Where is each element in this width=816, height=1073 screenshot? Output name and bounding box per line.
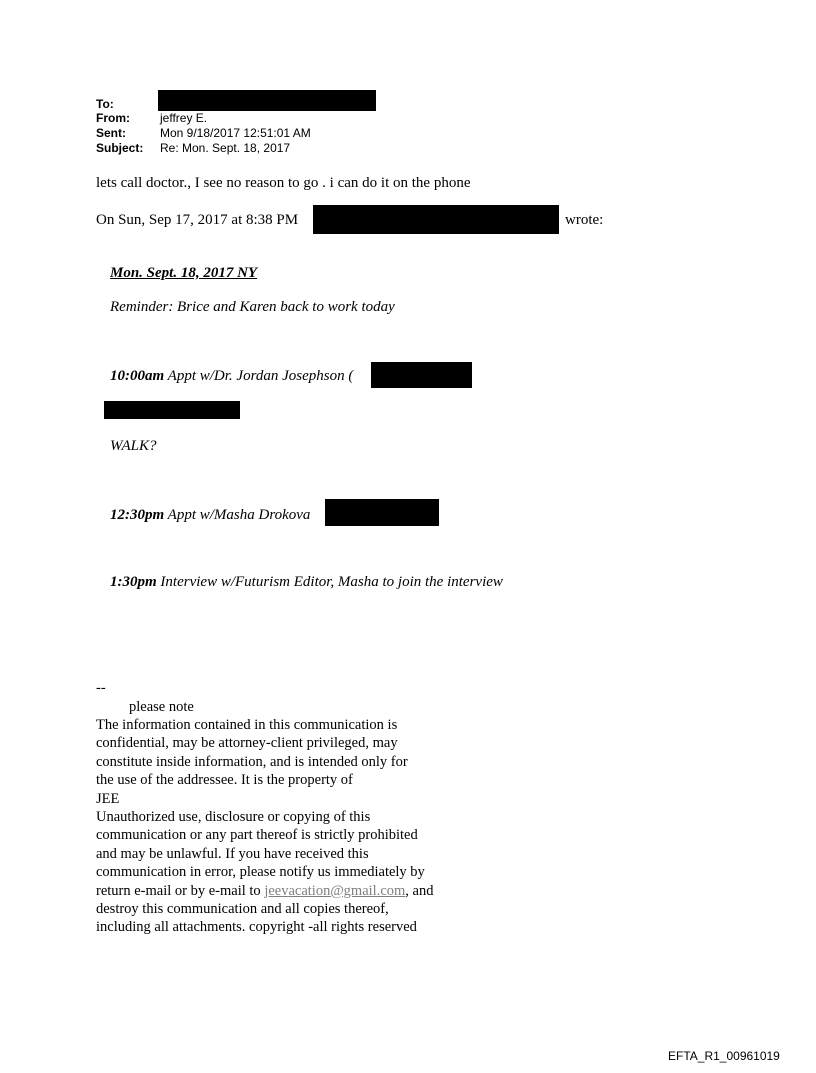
redaction-item1-a	[371, 362, 472, 388]
from-value: jeffrey E.	[160, 111, 208, 125]
disclaimer-line: communication or any part thereof is strictly prohibited	[96, 827, 418, 844]
disclaimer-line: confidential, may be attorney-client privileged, may	[96, 735, 398, 752]
redaction-to-recipient	[158, 90, 376, 111]
reply-text: lets call doctor., I see no reason to go . i can do it on the phone	[96, 175, 471, 191]
schedule-item-3	[110, 573, 503, 591]
please-note: please note	[129, 699, 194, 715]
schedule-item-1	[110, 367, 353, 385]
schedule-reminder: Reminder: Brice and Karen back to work today	[110, 299, 395, 315]
item1-time: 10:00am	[110, 368, 165, 384]
sent-label: Sent:	[96, 126, 126, 140]
item2-text: Appt w/Masha Drokova	[164, 507, 311, 523]
item1-text: Appt w/Dr. Jordan Josephson (	[164, 368, 354, 384]
to-label: To:	[96, 97, 114, 111]
email-line-suffix: , and	[405, 882, 434, 899]
quote-intro-prefix: On Sun, Sep 17, 2017 at 8:38 PM	[96, 212, 299, 228]
disclaimer-email-line	[96, 882, 433, 900]
disclaimer-line: JEE	[96, 790, 120, 807]
item2-time: 12:30pm	[110, 507, 165, 523]
disclaimer-line: the use of the addressee. It is the property of	[96, 772, 353, 789]
sent-value: Mon 9/18/2017 12:51:01 AM	[160, 126, 311, 140]
document-id: EFTA_R1_00961019	[668, 1049, 780, 1063]
redaction-sender	[313, 205, 559, 234]
from-label: From:	[96, 111, 130, 125]
signature-dashes: --	[96, 680, 106, 696]
redaction-item1-b	[104, 401, 240, 419]
redaction-item2	[325, 499, 439, 526]
subject-value: Re: Mon. Sept. 18, 2017	[160, 141, 291, 155]
disclaimer-line: destroy this communication and all copies thereof,	[96, 901, 389, 918]
item3-text: Interview w/Futurism Editor, Masha to join the interview	[156, 574, 503, 590]
disclaimer-line: constitute inside information, and is intended only for	[96, 753, 408, 770]
disclaimer-line: including all attachments. copyright -all rights reserved	[96, 919, 417, 936]
disclaimer	[96, 716, 433, 937]
disclaimer-line: Unauthorized use, disclosure or copying of this	[96, 809, 371, 826]
subject-label: Subject:	[96, 141, 144, 155]
item3-time: 1:30pm	[110, 574, 157, 590]
email-line-prefix: return e-mail or by e-mail to	[96, 882, 265, 899]
date-heading-text: Mon. Sept. 18, 2017 NY	[110, 265, 258, 281]
schedule-date-heading	[110, 264, 257, 282]
disclaimer-line: The information contained in this communication is	[96, 717, 398, 733]
disclaimer-line: communication in error, please notify us immediately by	[96, 864, 425, 881]
quote-intro-suffix: wrote:	[565, 212, 604, 228]
email-link[interactable]: jeevacation@gmail.com	[264, 882, 406, 899]
schedule-item-2	[110, 506, 310, 524]
schedule-walk: WALK?	[110, 438, 157, 454]
disclaimer-line: and may be unlawful. If you have received this	[96, 845, 369, 862]
